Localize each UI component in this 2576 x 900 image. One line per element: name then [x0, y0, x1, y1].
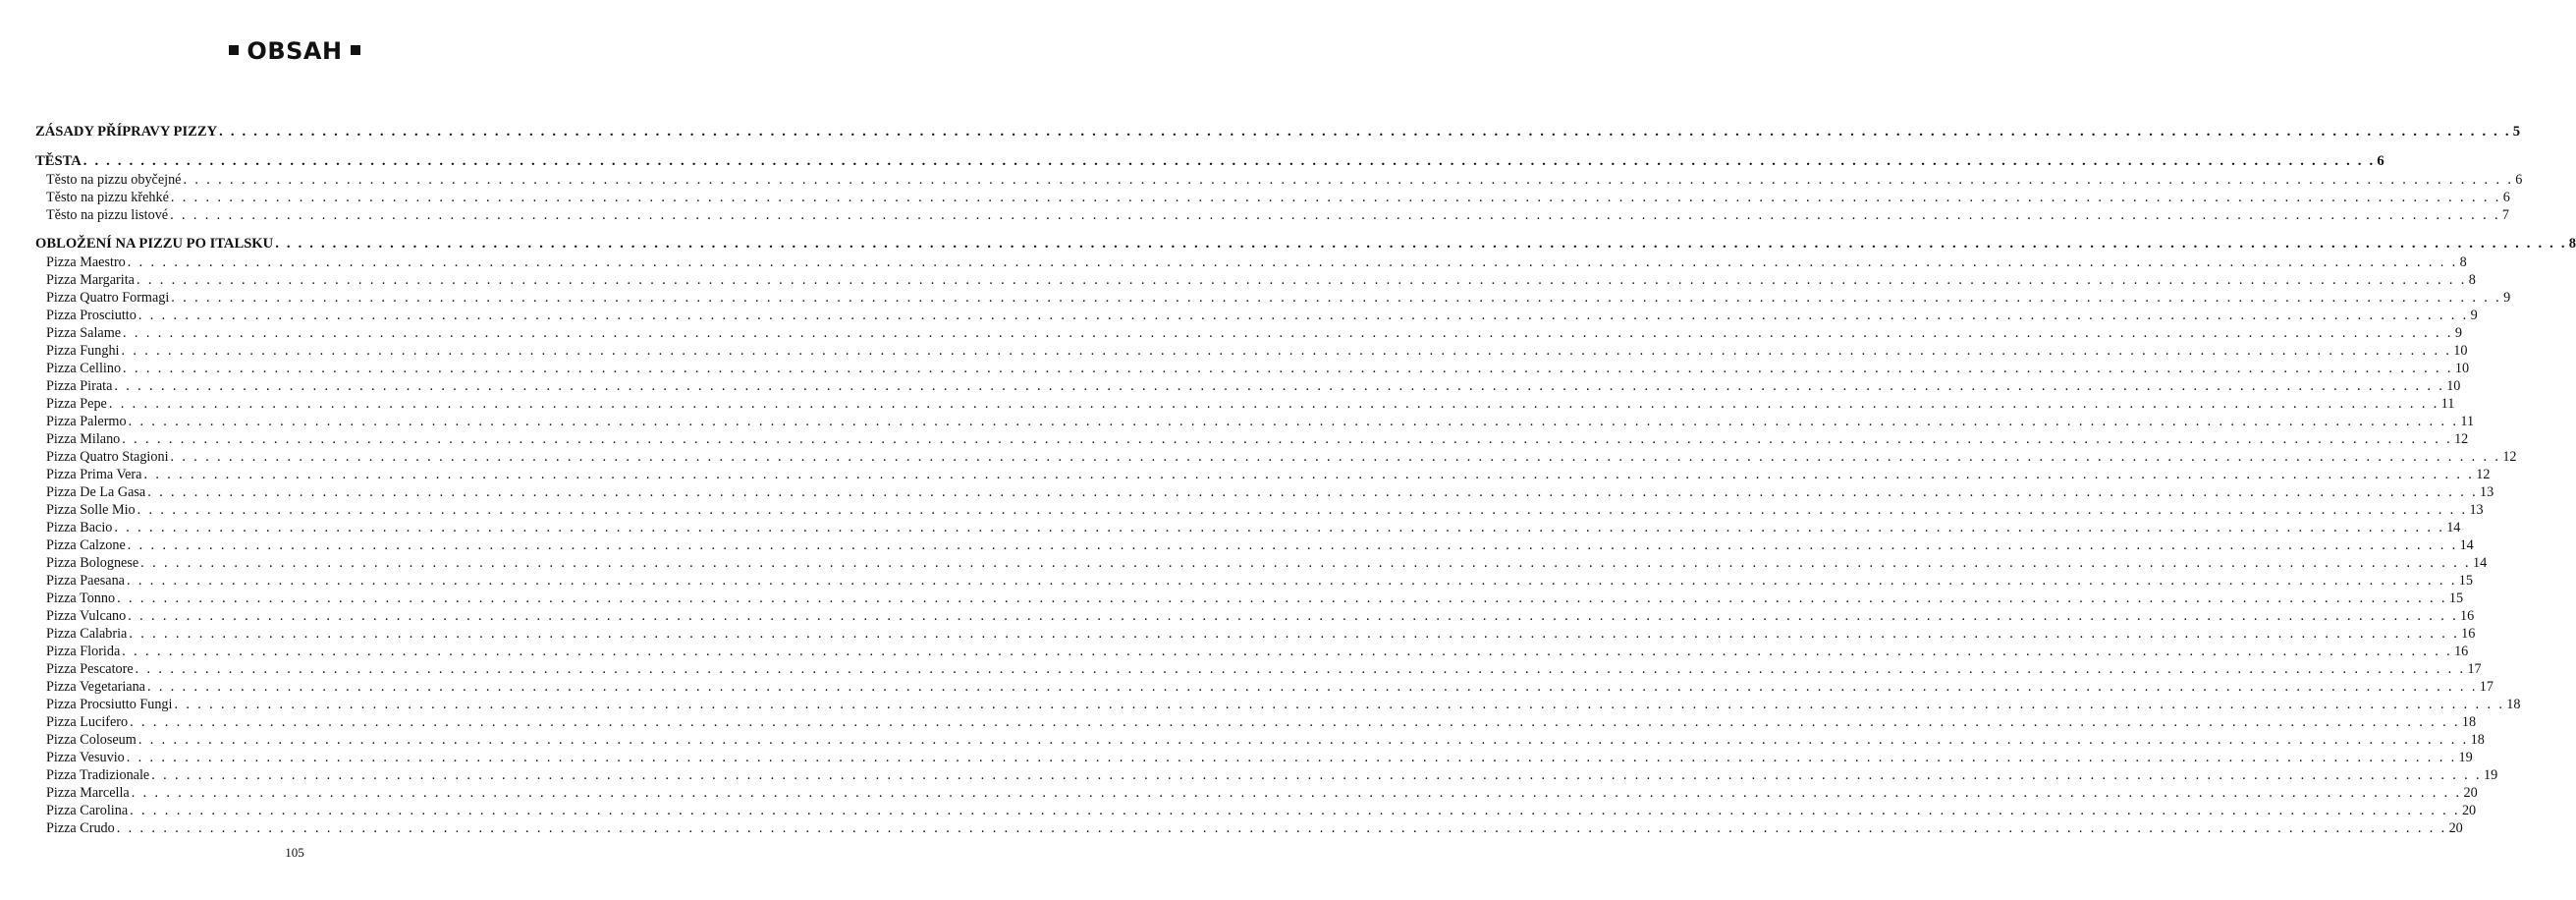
toc-entry — [35, 324, 2462, 342]
square-bullet-icon — [351, 45, 360, 55]
toc-entry-label: Pizza Tradizionale — [46, 767, 150, 783]
toc-entry — [35, 731, 2485, 749]
toc-entry — [35, 189, 2510, 206]
dot-leader: . . . . . . . . . . . . . . . . . . . . . . . . . . . . . . . . . . . . . . . . . . . . . . . . . . . . . . . . . . . . . . . . . . . . . . . . . . . . . . . . . . . . . . . . . . . . . . . . . . . . . . . . . . . . . . . . . . . . . . . . . . . . . . . . . . . . . . . . . . . . . . . . . . . . . . . . . . . . . . . . . . . . . . . . . . . . . . . . . . . . . . . . . . . . . . . . . . . . . . . . — [82, 153, 2376, 169]
toc-entry-page: 14 — [2459, 537, 2474, 553]
toc-entry-page: 10 — [2454, 361, 2470, 376]
toc-entry-page: 9 — [2454, 325, 2462, 341]
table-of-contents — [35, 122, 2576, 837]
toc-section-label: ZÁSADY PŘÍPRAVY PIZZY — [35, 124, 218, 140]
toc-entry-label: Pizza Vesuvio — [46, 750, 125, 765]
dot-leader: . . . . . . . . . . . . . . . . . . . . . . . . . . . . . . . . . . . . . . . . . . . . . . . . . . . . . . . . . . . . . . . . . . . . . . . . . . . . . . . . . . . . . . . . . . . . . . . . . . . . . . . . . . . . . . . . . . . . . . . . . . . . . . . . . . . . . . . . . . . . . . . . . . . . . . . . . . . . . . . . . . . . . . . . . . . . . . . . . . . . . . . . . . . . . . . . . . . . . . . . — [151, 767, 2483, 783]
dot-leader: . . . . . . . . . . . . . . . . . . . . . . . . . . . . . . . . . . . . . . . . . . . . . . . . . . . . . . . . . . . . . . . . . . . . . . . . . . . . . . . . . . . . . . . . . . . . . . . . . . . . . . . . . . . . . . . . . . . . . . . . . . . . . . . . . . . . . . . . . . . . . . . . . . . . . . . . . . . . . . . . . . . . . . . . . . . . . . . . . . . . . . . . . . . . . . . . . . . . . . . . — [171, 290, 2502, 306]
dot-leader: . . . . . . . . . . . . . . . . . . . . . . . . . . . . . . . . . . . . . . . . . . . . . . . . . . . . . . . . . . . . . . . . . . . . . . . . . . . . . . . . . . . . . . . . . . . . . . . . . . . . . . . . . . . . . . . . . . . . . . . . . . . . . . . . . . . . . . . . . . . . . . . . . . . . . . . . . . . . . . . . . . . . . . . . . . . . . . . . . . . . . . . . . . . . . . . . . . . . . . . . — [146, 679, 2478, 695]
toc-entry-label: Pizza Calzone — [46, 537, 126, 553]
toc-entry — [35, 643, 2469, 660]
toc-entry — [35, 572, 2473, 590]
toc-entry-label: Pizza Palermo — [46, 414, 127, 429]
toc-entry-label: Pizza Paesana — [46, 573, 125, 589]
toc-entry — [35, 430, 2469, 448]
toc-entry — [35, 360, 2470, 377]
toc-entry — [35, 625, 2476, 643]
toc-entry-label: Těsto na pizzu křehké — [46, 190, 169, 205]
toc-entry-label: Těsto na pizzu obyčejné — [46, 172, 182, 188]
toc-entry-page: 19 — [2484, 767, 2498, 783]
toc-entry — [35, 607, 2475, 625]
toc-entry-label: Pizza Crudo — [46, 820, 115, 836]
toc-entry — [35, 536, 2474, 554]
toc-entry-page: 7 — [2501, 207, 2510, 223]
dot-leader: . . . . . . . . . . . . . . . . . . . . . . . . . . . . . . . . . . . . . . . . . . . . . . . . . . . . . . . . . . . . . . . . . . . . . . . . . . . . . . . . . . . . . . . . . . . . . . . . . . . . . . . . . . . . . . . . . . . . . . . . . . . . . . . . . . . . . . . . . . . . . . . . . . . . . . . . . . . . . . . . . . . . . . . . . . . . . . . . . . . . . . . . . . . . . . . . . . . . . . . . — [183, 172, 2514, 188]
dot-leader: . . . . . . . . . . . . . . . . . . . . . . . . . . . . . . . . . . . . . . . . . . . . . . . . . . . . . . . . . . . . . . . . . . . . . . . . . . . . . . . . . . . . . . . . . . . . . . . . . . . . . . . . . . . . . . . . . . . . . . . . . . . . . . . . . . . . . . . . . . . . . . . . . . . . . . . . . . . . . . . . . . . . . . . . . . . . . . . . . . . . . . . . . . . . . . . . . . . . . . . . — [128, 608, 2459, 624]
dot-leader: . . . . . . . . . . . . . . . . . . . . . . . . . . . . . . . . . . . . . . . . . . . . . . . . . . . . . . . . . . . . . . . . . . . . . . . . . . . . . . . . . . . . . . . . . . . . . . . . . . . . . . . . . . . . . . . . . . . . . . . . . . . . . . . . . . . . . . . . . . . . . . . . . . . . . . . . . . . . . . . . . . . . . . . . . . . . . . . . . . . . . . . . . . . . . . . . . . . . . . . . — [137, 502, 2468, 518]
toc-entry-page: 15 — [2448, 591, 2464, 606]
toc-entry-label: Pizza De La Gasa — [46, 484, 146, 500]
toc-section-page: 8 — [2568, 236, 2576, 252]
toc-section — [35, 151, 2384, 171]
toc-section — [35, 122, 2520, 141]
toc-entry — [35, 413, 2475, 430]
toc-entry-page: 10 — [2453, 343, 2468, 359]
toc-entry — [35, 466, 2491, 483]
toc-entry — [35, 519, 2461, 536]
toc-entry — [35, 696, 2521, 713]
toc-entry-page: 8 — [2459, 254, 2467, 270]
dot-leader: . . . . . . . . . . . . . . . . . . . . . . . . . . . . . . . . . . . . . . . . . . . . . . . . . . . . . . . . . . . . . . . . . . . . . . . . . . . . . . . . . . . . . . . . . . . . . . . . . . . . . . . . . . . . . . . . . . . . . . . . . . . . . . . . . . . . . . . . . . . . . . . . . . . . . . . . . . . . . . . . . . . . . . . . . . . . . . . . . . . . . . . . . . . . . . . . . . . . . . . . — [116, 820, 2447, 836]
toc-section-page: 5 — [2512, 124, 2520, 140]
toc-entry — [35, 784, 2478, 802]
dot-leader: . . . . . . . . . . . . . . . . . . . . . . . . . . . . . . . . . . . . . . . . . . . . . . . . . . . . . . . . . . . . . . . . . . . . . . . . . . . . . . . . . . . . . . . . . . . . . . . . . . . . . . . . . . . . . . . . . . . . . . . . . . . . . . . . . . . . . . . . . . . . . . . . . . . . . . . . . . . . . . . . . . . . . . . . . . . . . . . . . . . . . . . . . . . . . . . . . . . . . . . . — [131, 785, 2462, 801]
toc-entry — [35, 802, 2477, 819]
toc-entry — [35, 483, 2494, 501]
page-number: 105 — [285, 845, 304, 860]
dot-leader: . . . . . . . . . . . . . . . . . . . . . . . . . . . . . . . . . . . . . . . . . . . . . . . . . . . . . . . . . . . . . . . . . . . . . . . . . . . . . . . . . . . . . . . . . . . . . . . . . . . . . . . . . . . . . . . . . . . . . . . . . . . . . . . . . . . . . . . . . . . . . . . . . . . . . . . . . . . . . . . . . . . . . . . . . . . . . . . . . . . . . . . . . . . . . . . . . . . . . . . . — [137, 732, 2469, 748]
dot-leader: . . . . . . . . . . . . . . . . . . . . . . . . . . . . . . . . . . . . . . . . . . . . . . . . . . . . . . . . . . . . . . . . . . . . . . . . . . . . . . . . . . . . . . . . . . . . . . . . . . . . . . . . . . . . . . . . . . . . . . . . . . . . . . . . . . . . . . . . . . . . . . . . . . . . . . . . . . . . . . . . . . . . . . . . . . . . . . . . . . . . . . . . . . . . . . . . . . . . . . . . — [123, 325, 2453, 341]
toc-entry-page: 18 — [2506, 697, 2521, 712]
toc-entry-page: 20 — [2461, 803, 2477, 818]
toc-entry-page: 20 — [2448, 820, 2463, 836]
toc-entry — [35, 660, 2482, 678]
toc-entry-page: 9 — [2503, 290, 2511, 306]
section-gap — [35, 224, 534, 234]
toc-entry-page: 12 — [2502, 449, 2517, 465]
dot-leader: . . . . . . . . . . . . . . . . . . . . . . . . . . . . . . . . . . . . . . . . . . . . . . . . . . . . . . . . . . . . . . . . . . . . . . . . . . . . . . . . . . . . . . . . . . . . . . . . . . . . . . . . . . . . . . . . . . . . . . . . . . . . . . . . . . . . . . . . . . . . . . . . . . . . . . . . . . . . . . . . . . . . . . . . . . . . . . . . . . . . . . . . . . . . . . . . . . . . . . . . — [123, 361, 2453, 376]
dot-leader: . . . . . . . . . . . . . . . . . . . . . . . . . . . . . . . . . . . . . . . . . . . . . . . . . . . . . . . . . . . . . . . . . . . . . . . . . . . . . . . . . . . . . . . . . . . . . . . . . . . . . . . . . . . . . . . . . . . . . . . . . . . . . . . . . . . . . . . . . . . . . . . . . . . . . . . . . . . . . . . . . . . . . . . . . . . . . . . . . . . . . . . . . . . . . . . . . . . . . . . . — [127, 254, 2458, 270]
page-title — [0, 37, 589, 65]
toc-entry-page: 18 — [2470, 732, 2485, 748]
toc-entry-page: 18 — [2461, 714, 2477, 730]
dot-leader: . . . . . . . . . . . . . . . . . . . . . . . . . . . . . . . . . . . . . . . . . . . . . . . . . . . . . . . . . . . . . . . . . . . . . . . . . . . . . . . . . . . . . . . . . . . . . . . . . . . . . . . . . . . . . . . . . . . . . . . . . . . . . . . . . . . . . . . . . . . . . . . . . . . . . . . . . . . . . . . . . . . . . . . . . . . . . . . . . . . . . . . . . . . . . . . . . . . . . . . . — [117, 591, 2447, 606]
dot-leader: . . . . . . . . . . . . . . . . . . . . . . . . . . . . . . . . . . . . . . . . . . . . . . . . . . . . . . . . . . . . . . . . . . . . . . . . . . . . . . . . . . . . . . . . . . . . . . . . . . . . . . . . . . . . . . . . . . . . . . . . . . . . . . . . . . . . . . . . . . . . . . . . . . . . . . . . . . . . . . . . . . . . . . . . . . . . . . . . . . . . . . . . . . . . . . . . . . . . . . . . — [130, 714, 2460, 730]
toc-section-page: 6 — [2377, 153, 2384, 169]
toc-entry-label: Pizza Quatro Stagioni — [46, 449, 169, 465]
toc-entry-label: Pizza Coloseum — [46, 732, 137, 748]
section-gap — [35, 141, 534, 151]
toc-entry-label: Těsto na pizzu listové — [46, 207, 169, 223]
toc-entry-label: Pizza Pirata — [46, 378, 113, 394]
toc-entry-page: 20 — [2463, 785, 2478, 801]
toc-entry-page: 19 — [2458, 750, 2473, 765]
toc-entry — [35, 289, 2511, 307]
toc-entry-page: 6 — [2515, 172, 2523, 188]
dot-leader: . . . . . . . . . . . . . . . . . . . . . . . . . . . . . . . . . . . . . . . . . . . . . . . . . . . . . . . . . . . . . . . . . . . . . . . . . . . . . . . . . . . . . . . . . . . . . . . . . . . . . . . . . . . . . . . . . . . . . . . . . . . . . . . . . . . . . . . . . . . . . . . . . . . . . . . . . . . . . . . . . . . . . . . . . . . . . . . . . . . . . . . . . . . . . . . . . . . . . . . . — [126, 573, 2457, 589]
page-title-text: OBSAH — [247, 37, 343, 65]
dot-leader: . . . . . . . . . . . . . . . . . . . . . . . . . . . . . . . . . . . . . . . . . . . . . . . . . . . . . . . . . . . . . . . . . . . . . . . . . . . . . . . . . . . . . . . . . . . . . . . . . . . . . . . . . . . . . . . . . . . . . . . . . . . . . . . . . . . . . . . . . . . . . . . . . . . . . . . . . . . . . . . . . . . . . . . . . . . . . . . . . . . . . . . . . . . . . . . . . . . . . . . . — [135, 661, 2466, 677]
toc-entry-page: 14 — [2446, 520, 2461, 535]
toc-entry — [35, 307, 2478, 324]
toc-entry — [35, 271, 2476, 289]
toc-entry-label: Pizza Maestro — [46, 254, 126, 270]
toc-entry-page: 13 — [2480, 484, 2494, 500]
toc-entry-label: Pizza Bolognese — [46, 555, 139, 571]
dot-leader: . . . . . . . . . . . . . . . . . . . . . . . . . . . . . . . . . . . . . . . . . . . . . . . . . . . . . . . . . . . . . . . . . . . . . . . . . . . . . . . . . . . . . . . . . . . . . . . . . . . . . . . . . . . . . . . . . . . . . . . . . . . . . . . . . . . . . . . . . . . . . . . . . . . . . . . . . . . . . . . . . . . . . . . . . . . . . . . . . . . . . . . . . . . . . . . . . . . . . . . . — [128, 414, 2459, 429]
toc-entry-page: 13 — [2469, 502, 2484, 518]
square-bullet-icon — [229, 45, 239, 55]
toc-entry — [35, 253, 2467, 271]
toc-entry-page: 16 — [2460, 608, 2475, 624]
toc-entry-page: 11 — [2460, 414, 2475, 429]
toc-entry-label: Pizza Quatro Formagi — [46, 290, 170, 306]
toc-entry-label: Pizza Procsiutto Fungi — [46, 697, 173, 712]
toc-entry — [35, 713, 2477, 731]
toc-entry-label: Pizza Funghi — [46, 343, 120, 359]
toc-entry — [35, 377, 2461, 395]
toc-entry — [35, 448, 2517, 466]
toc-entry-page: 16 — [2454, 644, 2469, 659]
toc-entry-label: Pizza Carolina — [46, 803, 129, 818]
toc-entry-page: 8 — [2468, 272, 2476, 288]
toc-entry-label: Pizza Florida — [46, 644, 121, 659]
dot-leader: . . . . . . . . . . . . . . . . . . . . . . . . . . . . . . . . . . . . . . . . . . . . . . . . . . . . . . . . . . . . . . . . . . . . . . . . . . . . . . . . . . . . . . . . . . . . . . . . . . . . . . . . . . . . . . . . . . . . . . . . . . . . . . . . . . . . . . . . . . . . . . . . . . . . . . . . . . . . . . . . . . . . . . . . . . . . . . . . . . . . . . . . . . . . . . . . . . . . . . . . — [170, 449, 2501, 465]
dot-leader: . . . . . . . . . . . . . . . . . . . . . . . . . . . . . . . . . . . . . . . . . . . . . . . . . . . . . . . . . . . . . . . . . . . . . . . . . . . . . . . . . . . . . . . . . . . . . . . . . . . . . . . . . . . . . . . . . . . . . . . . . . . . . . . . . . . . . . . . . . . . . . . . . . . . . . . . . . . . . . . . . . . . . . . . . . . . . . . . . . . . . . . . . . . . . . . . . . . . . . . . — [174, 697, 2505, 712]
toc-entry-label: Pizza Vulcano — [46, 608, 127, 624]
toc-entry — [35, 395, 2455, 413]
dot-leader: . . . . . . . . . . . . . . . . . . . . . . . . . . . . . . . . . . . . . . . . . . . . . . . . . . . . . . . . . . . . . . . . . . . . . . . . . . . . . . . . . . . . . . . . . . . . . . . . . . . . . . . . . . . . . . . . . . . . . . . . . . . . . . . . . . . . . . . . . . . . . . . . . . . . . . . . . . . . . . . . . . . . . . . . . . . . . . . . . . . . . . . . . . . . . . . . . . . . . . . . — [126, 750, 2457, 765]
dot-leader: . . . . . . . . . . . . . . . . . . . . . . . . . . . . . . . . . . . . . . . . . . . . . . . . . . . . . . . . . . . . . . . . . . . . . . . . . . . . . . . . . . . . . . . . . . . . . . . . . . . . . . . . . . . . . . . . . . . . . . . . . . . . . . . . . . . . . . . . . . . . . . . . . . . . . . . . . . . . . . . . . . . . . . . . . . . . . . . . . . . . . . . . . . . . . . . . . . . . . . . . — [114, 520, 2445, 535]
toc-entry — [35, 819, 2463, 837]
toc-entry-page: 12 — [2476, 467, 2491, 482]
dot-leader: . . . . . . . . . . . . . . . . . . . . . . . . . . . . . . . . . . . . . . . . . . . . . . . . . . . . . . . . . . . . . . . . . . . . . . . . . . . . . . . . . . . . . . . . . . . . . . . . . . . . . . . . . . . . . . . . . . . . . . . . . . . . . . . . . . . . . . . . . . . . . . . . . . . . . . . . . . . . . . . . . . . . . . . . . . . . . . . . . . . . . . . . . . . . . . . . . . . . . . . . — [140, 555, 2471, 571]
toc-entry — [35, 206, 2510, 224]
toc-entry-label: Pizza Prosciutto — [46, 308, 137, 323]
toc-entry — [35, 590, 2464, 607]
dot-leader: . . . . . . . . . . . . . . . . . . . . . . . . . . . . . . . . . . . . . . . . . . . . . . . . . . . . . . . . . . . . . . . . . . . . . . . . . . . . . . . . . . . . . . . . . . . . . . . . . . . . . . . . . . . . . . . . . . . . . . . . . . . . . . . . . . . . . . . . . . . . . . . . . . . . . . . . . . . . . . . . . . . . . . . . . . . . . . . . . . . . . . . . . . . . . . . . . . . . . . . . — [143, 467, 2475, 482]
dot-leader: . . . . . . . . . . . . . . . . . . . . . . . . . . . . . . . . . . . . . . . . . . . . . . . . . . . . . . . . . . . . . . . . . . . . . . . . . . . . . . . . . . . . . . . . . . . . . . . . . . . . . . . . . . . . . . . . . . . . . . . . . . . . . . . . . . . . . . . . . . . . . . . . . . . . . . . . . . . . . . . . . . . . . . . . . . . . . . . . . . . . . . . . . . . . . . . . . . . . . . . . — [129, 626, 2460, 642]
toc-entry-label: Pizza Lucifero — [46, 714, 129, 730]
dot-leader: . . . . . . . . . . . . . . . . . . . . . . . . . . . . . . . . . . . . . . . . . . . . . . . . . . . . . . . . . . . . . . . . . . . . . . . . . . . . . . . . . . . . . . . . . . . . . . . . . . . . . . . . . . . . . . . . . . . . . . . . . . . . . . . . . . . . . . . . . . . . . . . . . . . . . . . . . . . . . . . . . . . . . . . . . . . . . . . . . . . . . . . . . . . . . . . . . . . . . . . . — [127, 537, 2458, 553]
toc-entry-label: Pizza Prima Vera — [46, 467, 142, 482]
toc-entry-label: Pizza Pepe — [46, 396, 107, 412]
toc-entry-label: Pizza Cellino — [46, 361, 122, 376]
toc-entry-label: Pizza Bacio — [46, 520, 113, 535]
dot-leader: . . . . . . . . . . . . . . . . . . . . . . . . . . . . . . . . . . . . . . . . . . . . . . . . . . . . . . . . . . . . . . . . . . . . . . . . . . . . . . . . . . . . . . . . . . . . . . . . . . . . . . . . . . . . . . . . . . . . . . . . . . . . . . . . . . . . . . . . . . . . . . . . . . . . . . . . . . . . . . . . . . . . . . . . . . . . . . . . . . . . . . . . . . . . . . . . . . . . . . . . — [137, 308, 2469, 323]
toc-entry — [35, 501, 2484, 519]
toc-entry-label: Pizza Vegetariana — [46, 679, 145, 695]
dot-leader: . . . . . . . . . . . . . . . . . . . . . . . . . . . . . . . . . . . . . . . . . . . . . . . . . . . . . . . . . . . . . . . . . . . . . . . . . . . . . . . . . . . . . . . . . . . . . . . . . . . . . . . . . . . . . . . . . . . . . . . . . . . . . . . . . . . . . . . . . . . . . . . . . . . . . . . . . . . . . . . . . . . . . . . . . . . . . . . . . . . . . . . . . . . . . . . . . . . . . . . . — [130, 803, 2460, 818]
toc-entry-page: 11 — [2440, 396, 2455, 412]
toc-entry-page: 6 — [2502, 190, 2510, 205]
toc-section-label: TĚSTA — [35, 153, 82, 169]
toc-section — [35, 234, 2576, 253]
toc-entry-page: 15 — [2458, 573, 2473, 589]
toc-entry-label: Pizza Tonno — [46, 591, 116, 606]
toc-entry — [35, 749, 2473, 766]
toc-entry-page: 16 — [2461, 626, 2476, 642]
toc-entry — [35, 678, 2494, 696]
toc-entry-label: Pizza Salame — [46, 325, 122, 341]
dot-leader: . . . . . . . . . . . . . . . . . . . . . . . . . . . . . . . . . . . . . . . . . . . . . . . . . . . . . . . . . . . . . . . . . . . . . . . . . . . . . . . . . . . . . . . . . . . . . . . . . . . . . . . . . . . . . . . . . . . . . . . . . . . . . . . . . . . . . . . . . . . . . . . . . . . . . . . . . . . . . . . . . . . . . . . . . . . . . . . . . . . . . . . . . . . . . . . . . . . . . . . . — [170, 207, 2500, 223]
toc-entry-page: 14 — [2472, 555, 2488, 571]
toc-entry-label: Pizza Calabria — [46, 626, 128, 642]
toc-entry-label: Pizza Solle Mio — [46, 502, 136, 518]
toc-entry-page: 12 — [2454, 431, 2469, 447]
toc-entry-page: 10 — [2446, 378, 2461, 394]
dot-leader: . . . . . . . . . . . . . . . . . . . . . . . . . . . . . . . . . . . . . . . . . . . . . . . . . . . . . . . . . . . . . . . . . . . . . . . . . . . . . . . . . . . . . . . . . . . . . . . . . . . . . . . . . . . . . . . . . . . . . . . . . . . . . . . . . . . . . . . . . . . . . . . . . . . . . . . . . . . . . . . . . . . . . . . . . . . . . . . . . . . . . . . . . . . . . . . . . . . . . . . . — [170, 190, 2501, 205]
dot-leader: . . . . . . . . . . . . . . . . . . . . . . . . . . . . . . . . . . . . . . . . . . . . . . . . . . . . . . . . . . . . . . . . . . . . . . . . . . . . . . . . . . . . . . . . . . . . . . . . . . . . . . . . . . . . . . . . . . . . . . . . . . . . . . . . . . . . . . . . . . . . . . . . . . . . . . . . . . . . . . . . . . . . . . . . . . . . . . . . . . . . . . . . . . . . . . . . . . . . . . . . — [122, 644, 2453, 659]
toc-entry-label: Pizza Margarita — [46, 272, 135, 288]
toc-entry-page: 9 — [2470, 308, 2478, 323]
dot-leader: . . . . . . . . . . . . . . . . . . . . . . . . . . . . . . . . . . . . . . . . . . . . . . . . . . . . . . . . . . . . . . . . . . . . . . . . . . . . . . . . . . . . . . . . . . . . . . . . . . . . . . . . . . . . . . . . . . . . . . . . . . . . . . . . . . . . . . . . . . . . . . . . . . . . . . . . . . . . . . . . . . . . . . . . . . . . . . . . . . . . . . . . . . . . . . . . . . . . . . . . — [114, 378, 2445, 394]
toc-entry-page: 17 — [2479, 679, 2494, 695]
toc-entry-label: Pizza Marcella — [46, 785, 130, 801]
toc-entry-label: Pizza Milano — [46, 431, 121, 447]
toc-entry — [35, 554, 2488, 572]
dot-leader: . . . . . . . . . . . . . . . . . . . . . . . . . . . . . . . . . . . . . . . . . . . . . . . . . . . . . . . . . . . . . . . . . . . . . . . . . . . . . . . . . . . . . . . . . . . . . . . . . . . . . . . . . . . . . . . . . . . . . . . . . . . . . . . . . . . . . . . . . . . . . . . . . . . . . . . . . . . . . . . . . . . . . . . . . . . . . . . . . . . . . . . . . . . . . . . . . . . . . . . . — [121, 343, 2452, 359]
toc-entry — [35, 766, 2498, 784]
dot-leader: . . . . . . . . . . . . . . . . . . . . . . . . . . . . . . . . . . . . . . . . . . . . . . . . . . . . . . . . . . . . . . . . . . . . . . . . . . . . . . . . . . . . . . . . . . . . . . . . . . . . . . . . . . . . . . . . . . . . . . . . . . . . . . . . . . . . . . . . . . . . . . . . . . . . . . . . . . . . . . . . . . . . . . . . . . . . . . . . . . . . . . . . . . . . . . . . . . . . . . . . — [147, 484, 2479, 500]
toc-section-label: OBLOŽENÍ NA PIZZU PO ITALSKU — [35, 236, 274, 252]
toc-entry-page: 17 — [2467, 661, 2482, 677]
dot-leader: . . . . . . . . . . . . . . . . . . . . . . . . . . . . . . . . . . . . . . . . . . . . . . . . . . . . . . . . . . . . . . . . . . . . . . . . . . . . . . . . . . . . . . . . . . . . . . . . . . . . . . . . . . . . . . . . . . . . . . . . . . . . . . . . . . . . . . . . . . . . . . . . . . . . . . . . . . . . . . . . . . . . . . . . . . . . . . . . . . . . . . . . . . . . . . . . . . . . . . . . — [219, 124, 2511, 140]
dot-leader: . . . . . . . . . . . . . . . . . . . . . . . . . . . . . . . . . . . . . . . . . . . . . . . . . . . . . . . . . . . . . . . . . . . . . . . . . . . . . . . . . . . . . . . . . . . . . . . . . . . . . . . . . . . . . . . . . . . . . . . . . . . . . . . . . . . . . . . . . . . . . . . . . . . . . . . . . . . . . . . . . . . . . . . . . . . . . . . . . . . . . . . . . . . . . . . . . . . . . . . . — [108, 396, 2439, 412]
toc-entry — [35, 171, 2523, 189]
toc-entry-label: Pizza Pescatore — [46, 661, 134, 677]
dot-leader: . . . . . . . . . . . . . . . . . . . . . . . . . . . . . . . . . . . . . . . . . . . . . . . . . . . . . . . . . . . . . . . . . . . . . . . . . . . . . . . . . . . . . . . . . . . . . . . . . . . . . . . . . . . . . . . . . . . . . . . . . . . . . . . . . . . . . . . . . . . . . . . . . . . . . . . . . . . . . . . . . . . . . . . . . . . . . . . . . . . . . . . . . . . . . . . . . . . . . . . . — [122, 431, 2453, 447]
dot-leader: . . . . . . . . . . . . . . . . . . . . . . . . . . . . . . . . . . . . . . . . . . . . . . . . . . . . . . . . . . . . . . . . . . . . . . . . . . . . . . . . . . . . . . . . . . . . . . . . . . . . . . . . . . . . . . . . . . . . . . . . . . . . . . . . . . . . . . . . . . . . . . . . . . . . . . . . . . . . . . . . . . . . . . . . . . . . . . . . . . . . . . . . . . . . . . . . . . . . . . . . — [275, 236, 2567, 252]
dot-leader: . . . . . . . . . . . . . . . . . . . . . . . . . . . . . . . . . . . . . . . . . . . . . . . . . . . . . . . . . . . . . . . . . . . . . . . . . . . . . . . . . . . . . . . . . . . . . . . . . . . . . . . . . . . . . . . . . . . . . . . . . . . . . . . . . . . . . . . . . . . . . . . . . . . . . . . . . . . . . . . . . . . . . . . . . . . . . . . . . . . . . . . . . . . . . . . . . . . . . . . . — [136, 272, 2467, 288]
toc-entry — [35, 342, 2468, 360]
